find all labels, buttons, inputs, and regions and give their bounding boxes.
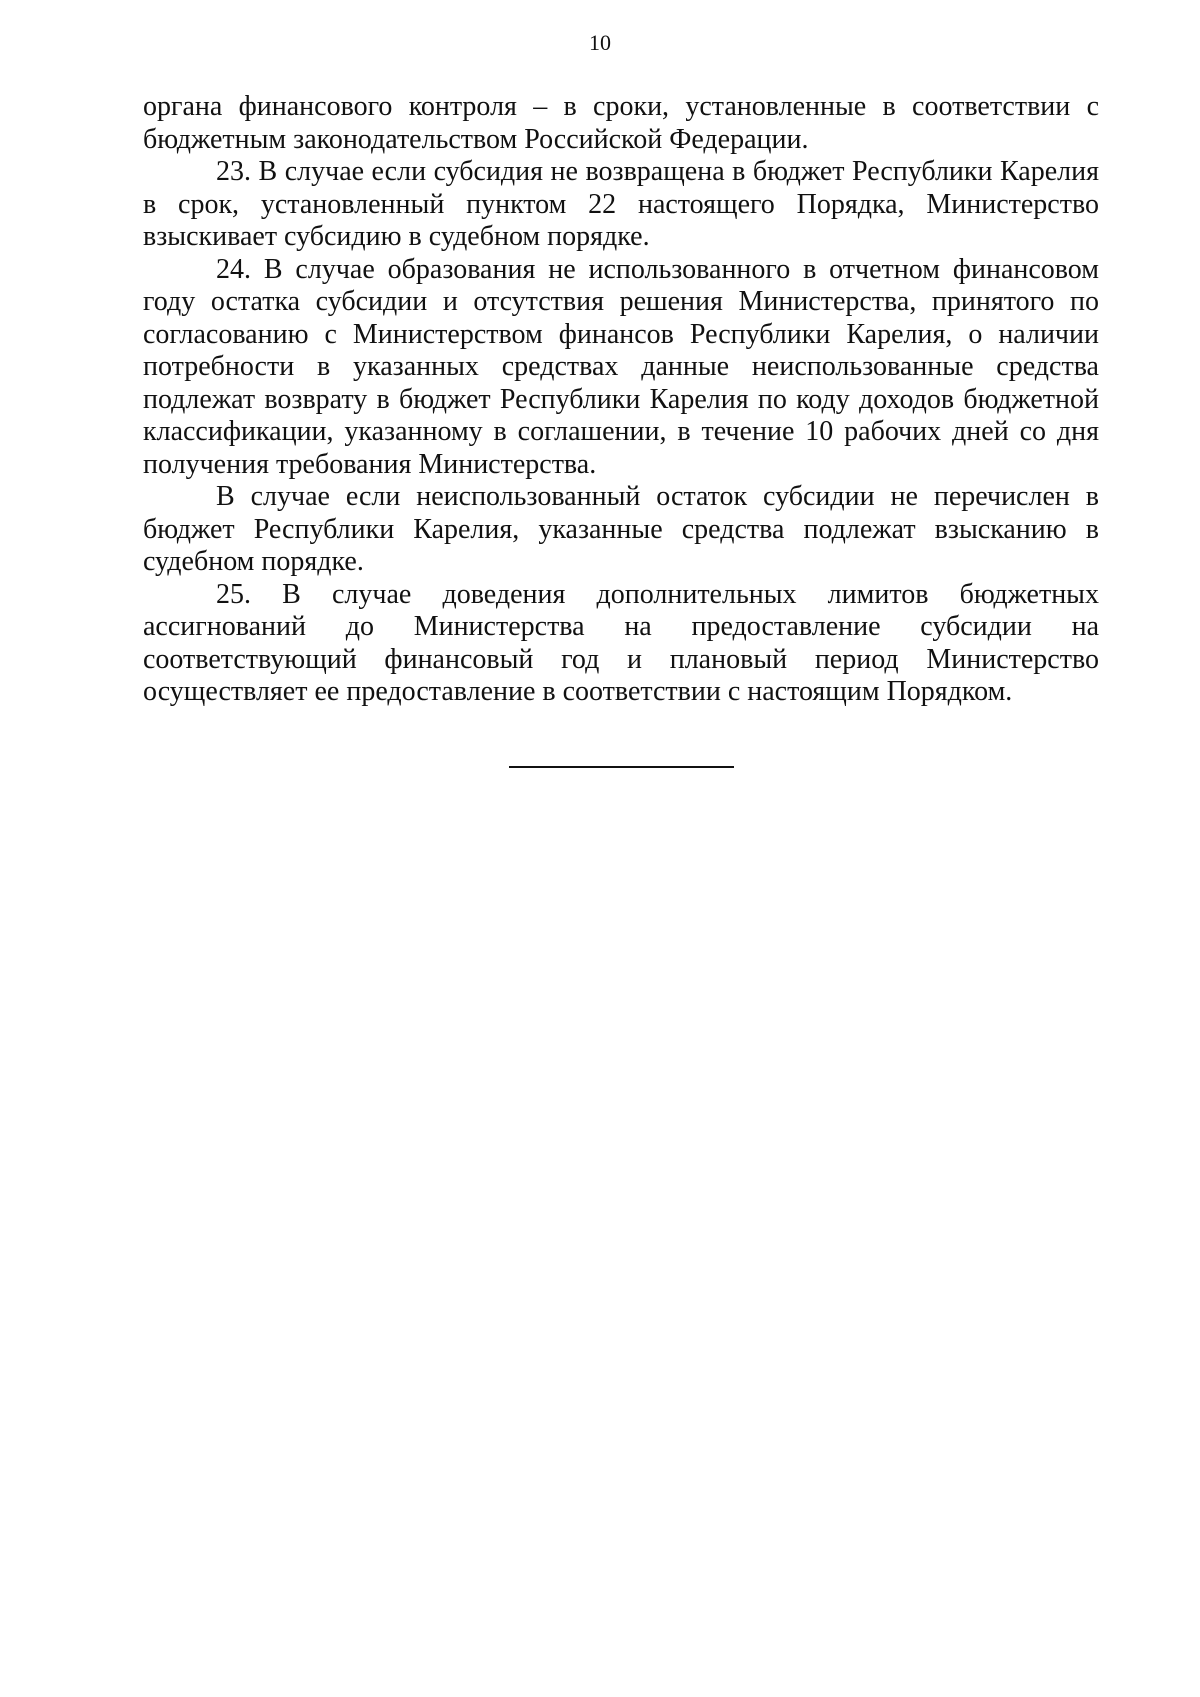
end-of-document-rule — [509, 766, 734, 768]
document-body — [143, 91, 1099, 709]
page-number: 10 — [589, 30, 611, 55]
paragraph-continuation: органа финансового контроля – в сроки, установленные в соответствии с бюджетным законодательством Российской Федерации. — [143, 91, 1099, 155]
paragraph-item-24: 24. В случае образования не использованного в отчетном финансовом году остатка субсидии и отсутствия решения Министерства, принятого по согласованию с Министерством финансов Республики Карелия, о наличии потребности в указанных средствах данные неиспользованные средства подлежат возврату в бюджет Республики Карелия по коду доходов бюджетной классификации, указанному в соглашении, в течение 10 рабочих дней со дня получения требования Министерства. — [143, 253, 1099, 480]
paragraph-item-25: 25. В случае доведения дополнительных лимитов бюджетных ассигнований до Министерства на предоставление субсидии на соответствующий финансовый год и плановый период Министерство осуществляет ее предоставление в соответствии с настоящим Порядком. — [143, 578, 1099, 707]
paragraph-item-23: 23. В случае если субсидия не возвращена в бюджет Республики Карелия в срок, установленный пунктом 22 настоящего Порядка, Министерство взыскивает субсидию в судебном порядке. — [143, 156, 1099, 252]
paragraph-item-24-continuation: В случае если неиспользованный остаток субсидии не перечислен в бюджет Республики Карелия, указанные средства подлежат взысканию в судебном порядке. — [143, 481, 1099, 577]
